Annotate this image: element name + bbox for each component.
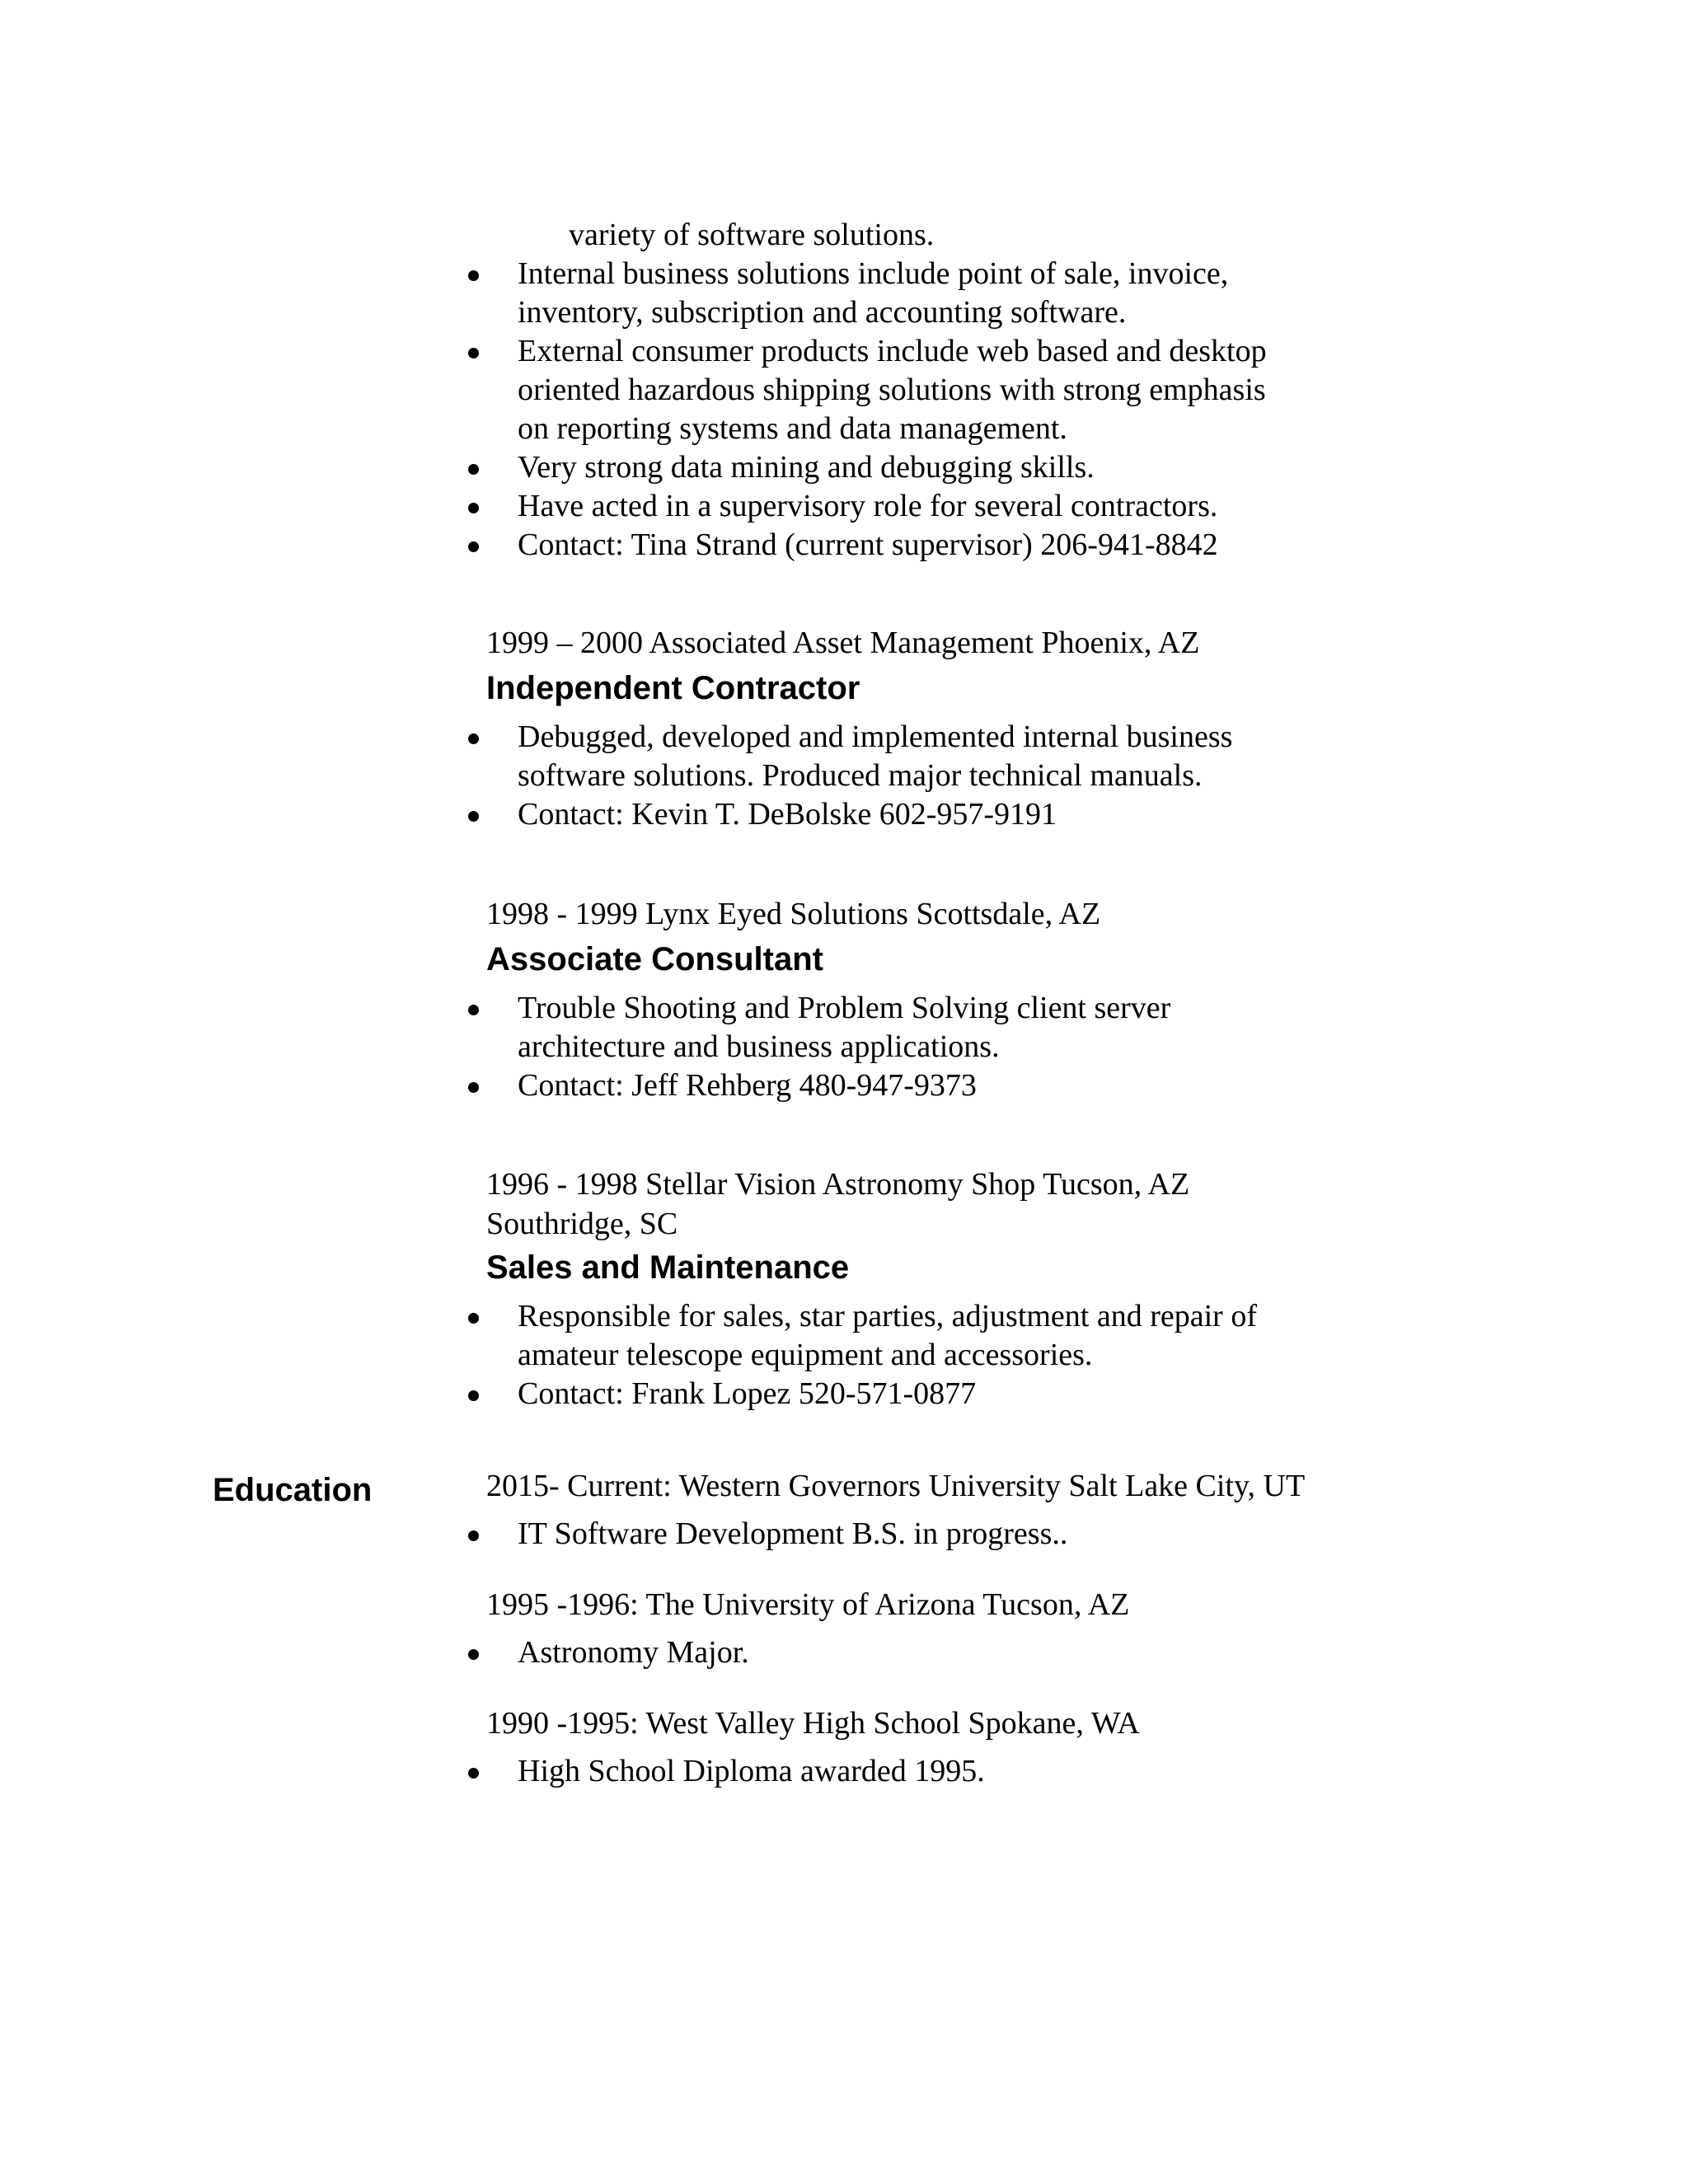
job-bullet-list bbox=[518, 1297, 1257, 1413]
bullet-icon bbox=[468, 348, 479, 359]
bullet-icon bbox=[468, 1768, 479, 1779]
bullet-icon bbox=[468, 541, 479, 552]
job-title: Associate Consultant bbox=[486, 941, 823, 977]
experience-bullet-list bbox=[518, 255, 1267, 565]
list-item: Trouble Shooting and Problem Solving client server architecture and business applications. bbox=[518, 989, 1170, 1066]
bullet-icon bbox=[468, 811, 479, 822]
list-item: Very strong data mining and debugging skills. bbox=[518, 448, 1267, 487]
list-item: IT Software Development B.S. in progress.. bbox=[518, 1515, 1067, 1554]
job-header: 1998 - 1999 Lynx Eyed Solutions Scottsdale, AZ bbox=[486, 897, 1101, 931]
job-header: 1999 – 2000 Associated Asset Management Phoenix, AZ bbox=[486, 626, 1200, 660]
education-header: 2015- Current: Western Governors University Salt Lake City, UT bbox=[486, 1469, 1306, 1503]
section-label-education: Education bbox=[213, 1472, 373, 1508]
list-item: Contact: Tina Strand (current supervisor) 206-941-8842 bbox=[518, 526, 1267, 565]
continuation-line: variety of software solutions. bbox=[569, 218, 935, 252]
list-item: Responsible for sales, star parties, adjustment and repair of amateur telescope equipment and accessories. bbox=[518, 1297, 1257, 1375]
education-header: 1995 -1996: The University of Arizona Tucson, AZ bbox=[486, 1587, 1130, 1622]
bullet-icon bbox=[468, 1313, 479, 1324]
job-title: Sales and Maintenance bbox=[486, 1249, 850, 1286]
bullet-icon bbox=[468, 464, 479, 475]
education-bullet-list bbox=[518, 1752, 985, 1791]
job-header-location: Southridge, SC bbox=[486, 1207, 678, 1241]
education-header: 1990 -1995: West Valley High School Spokane, WA bbox=[486, 1706, 1140, 1741]
list-item: Contact: Frank Lopez 520-571-0877 bbox=[518, 1375, 1257, 1413]
list-item: External consumer products include web based and desktop oriented hazardous shipping solutions with strong emphasis on reporting systems and data management. bbox=[518, 332, 1267, 448]
job-bullet-list bbox=[518, 989, 1170, 1105]
list-item: High School Diploma awarded 1995. bbox=[518, 1752, 985, 1791]
bullet-icon bbox=[468, 1005, 479, 1015]
list-item: Contact: Jeff Rehberg 480-947-9373 bbox=[518, 1066, 1170, 1105]
list-item: Have acted in a supervisory role for several contractors. bbox=[518, 487, 1267, 526]
bullet-icon bbox=[468, 733, 479, 744]
job-title: Independent Contractor bbox=[486, 670, 860, 706]
list-item: Debugged, developed and implemented internal business software solutions. Produced major technical manuals. bbox=[518, 718, 1232, 795]
bullet-icon bbox=[468, 1082, 479, 1093]
list-item: Astronomy Major. bbox=[518, 1633, 749, 1672]
education-bullet-list bbox=[518, 1515, 1067, 1554]
bullet-icon bbox=[468, 1649, 479, 1660]
bullet-icon bbox=[468, 1390, 479, 1401]
bullet-icon bbox=[468, 1530, 479, 1541]
education-bullet-list bbox=[518, 1633, 749, 1672]
bullet-icon bbox=[468, 270, 479, 281]
job-header: 1996 - 1998 Stellar Vision Astronomy Shop Tucson, AZ bbox=[486, 1167, 1190, 1202]
bullet-icon bbox=[468, 503, 479, 513]
job-bullet-list bbox=[518, 718, 1232, 834]
list-item: Internal business solutions include point of sale, invoice, inventory, subscription and accounting software. bbox=[518, 255, 1267, 332]
list-item: Contact: Kevin T. DeBolske 602-957-9191 bbox=[518, 795, 1232, 834]
